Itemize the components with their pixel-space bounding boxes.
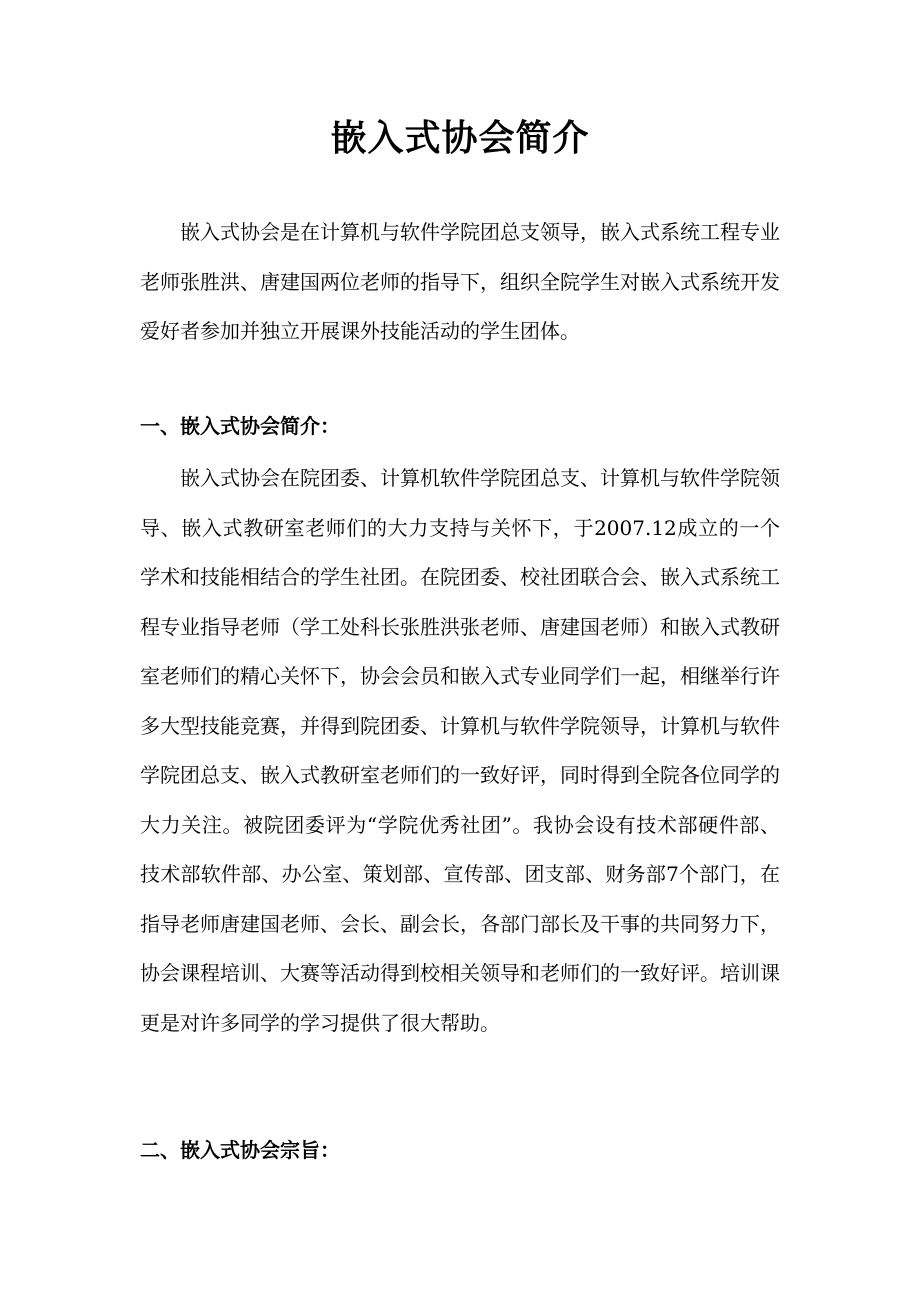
page-title: 嵌入式协会简介: [330, 117, 590, 159]
section-body-1: 嵌入式协会在院团委、计算机软件学院团总支、计算机与软件学院领导、嵌入式教研室老师们的大力支持与关怀下，于2007.12成立的一个学术和技能相结合的学生社团。在院团委、校社团联合会、嵌入式系统工程专业指导老师（学工处科长张胜洪张老师、唐建国老师）和嵌入式教研室老师们的精心关怀下，协会会员和嵌入式专业同学们一起，相继举行许多大型技能竞赛，并得到院团委、计算机与软件学院领导，计算机与软件学院团总支、嵌入式教研室老师们的一致好评，同时得到全院各位同学的大力关注。被院团委评为“学院优秀社团”。我协会设有技术部硬件部、技术部软件部、办公室、策划部、宣传部、团支部、财务部7个部门，在指导老师唐建国老师、会长、副会长，各部门部长及干事的共同努力下，协会课程培训、大赛等活动得到校相关领导和老师们的一致好评。培训课更是对许多同学的学习提供了很大帮助。: [140, 466, 780, 1035]
section-heading-2: 二、嵌入式协会宗旨：: [140, 1138, 340, 1162]
intro-paragraph: 嵌入式协会是在计算机与软件学院团总支领导，嵌入式系统工程专业老师张胜洪、唐建国两位老师的指导下，组织全院学生对嵌入式系统开发爱好者参加并独立开展课外技能活动的学生团体。: [140, 220, 780, 343]
section-heading-1: 一、嵌入式协会简介：: [140, 414, 340, 438]
